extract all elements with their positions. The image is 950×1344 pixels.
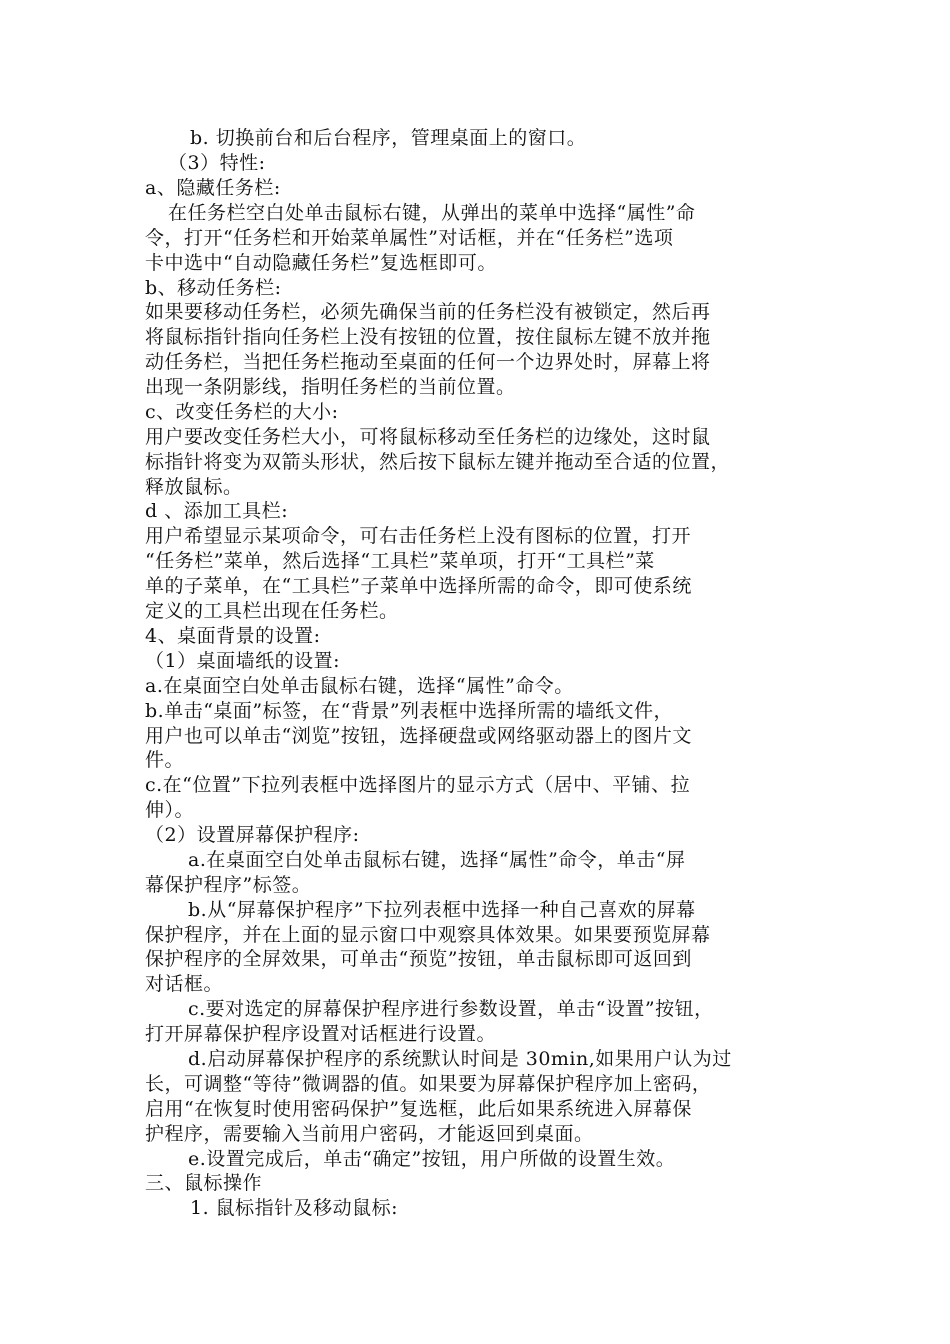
section-heading: （3）特性: bbox=[168, 152, 266, 174]
text-line: 打开屏幕保护程序设置对话框进行设置。 bbox=[145, 1023, 497, 1045]
text-line: 保护程序，并在上面的显示窗口中观察具体效果。如果要预览屏幕 bbox=[145, 924, 711, 946]
text-line: 标指针将变为双箭头形状，然后按下鼠标左键并拖动至合适的位置， bbox=[145, 451, 731, 473]
text-line: 如果要移动任务栏，必须先确保当前的任务栏没有被锁定，然后再 bbox=[145, 301, 711, 323]
text-line: c.在“位置”下拉列表框中选择图片的显示方式（居中、平铺、拉 bbox=[145, 774, 691, 796]
text-line: b. 切换前台和后台程序，管理桌面上的窗口。 bbox=[190, 127, 587, 149]
text-line: 伸）。 bbox=[145, 799, 195, 821]
text-line: a.在桌面空白处单击鼠标右键，选择“属性”命令。 bbox=[145, 675, 574, 697]
text-line: 将鼠标指针指向任务栏上没有按钮的位置，按住鼠标左键不放并拖 bbox=[145, 326, 711, 348]
text-line: 卡中选中“自动隐藏任务栏”复选框即可。 bbox=[145, 252, 497, 274]
text-line: 定义的工具栏出现在任务栏。 bbox=[145, 600, 399, 622]
subsection-heading: 1. 鼠标指针及移动鼠标: bbox=[190, 1197, 399, 1219]
text-line: b.从“屏幕保护程序”下拉列表框中选择一种自己喜欢的屏幕 bbox=[188, 899, 696, 921]
subsection-heading: a、隐藏任务栏: bbox=[145, 177, 281, 199]
subsection-heading: （2）设置屏幕保护程序: bbox=[145, 824, 360, 846]
text-line: 用户希望显示某项命令，可右击任务栏上没有图标的位置，打开 bbox=[145, 525, 692, 547]
text-line: b.单击“桌面”标签，在“背景”列表框中选择所需的墙纸文件， bbox=[145, 700, 674, 722]
section-heading: 4、桌面背景的设置: bbox=[145, 625, 321, 647]
text-line: 幕保护程序”标签。 bbox=[145, 874, 312, 896]
text-line: e.设置完成后，单击“确定”按钮，用户所做的设置生效。 bbox=[188, 1148, 676, 1170]
text-line: d.启动屏幕保护程序的系统默认时间是 30min,如果用户认为过 bbox=[188, 1048, 732, 1070]
text-line: 启用“在恢复时使用密码保护”复选框，此后如果系统进入屏幕保 bbox=[145, 1098, 692, 1120]
text-line: 令，打开“任务栏和开始菜单属性”对话框，并在“任务栏”选项 bbox=[145, 227, 674, 249]
text-line: 对话框。 bbox=[145, 973, 224, 995]
text-line: “任务栏”菜单，然后选择“工具栏”菜单项，打开“工具栏”菜 bbox=[145, 550, 655, 572]
text-line: 动任务栏，当把任务栏拖动至桌面的任何一个边界处时，屏幕上将 bbox=[145, 351, 711, 373]
section-heading: 三、鼠标操作 bbox=[145, 1172, 263, 1194]
text-line: 护程序，需要输入当前用户密码，才能返回到桌面。 bbox=[145, 1123, 594, 1145]
text-line: 保护程序的全屏效果，可单击“预览”按钮，单击鼠标即可返回到 bbox=[145, 948, 692, 970]
text-line: 长，可调整“等待”微调器的值。如果要为屏幕保护程序加上密码， bbox=[145, 1073, 712, 1095]
text-line: 释放鼠标。 bbox=[145, 476, 243, 498]
text-line: 出现一条阴影线，指明任务栏的当前位置。 bbox=[145, 376, 516, 398]
text-line: 用户要改变任务栏大小，可将鼠标移动至任务栏的边缘处，这时鼠 bbox=[145, 426, 711, 448]
subsection-heading: （1）桌面墙纸的设置: bbox=[145, 650, 340, 672]
text-line: a.在桌面空白处单击鼠标右键，选择“属性”命令，单击“屏 bbox=[188, 849, 686, 871]
text-line: 件。 bbox=[145, 749, 185, 771]
subsection-heading: c、改变任务栏的大小: bbox=[145, 401, 339, 423]
text-line: c.要对选定的屏幕保护程序进行参数设置，单击“设置”按钮， bbox=[188, 998, 714, 1020]
subsection-heading: d 、添加工具栏: bbox=[145, 500, 289, 522]
text-line: 用户也可以单击“浏览”按钮，选择硬盘或网络驱动器上的图片文 bbox=[145, 725, 692, 747]
subsection-heading: b、移动任务栏: bbox=[145, 277, 282, 299]
text-line: 在任务栏空白处单击鼠标右键，从弹出的菜单中选择“属性”命 bbox=[168, 202, 696, 224]
text-line: 单的子菜单，在“工具栏”子菜单中选择所需的命令，即可使系统 bbox=[145, 575, 692, 597]
